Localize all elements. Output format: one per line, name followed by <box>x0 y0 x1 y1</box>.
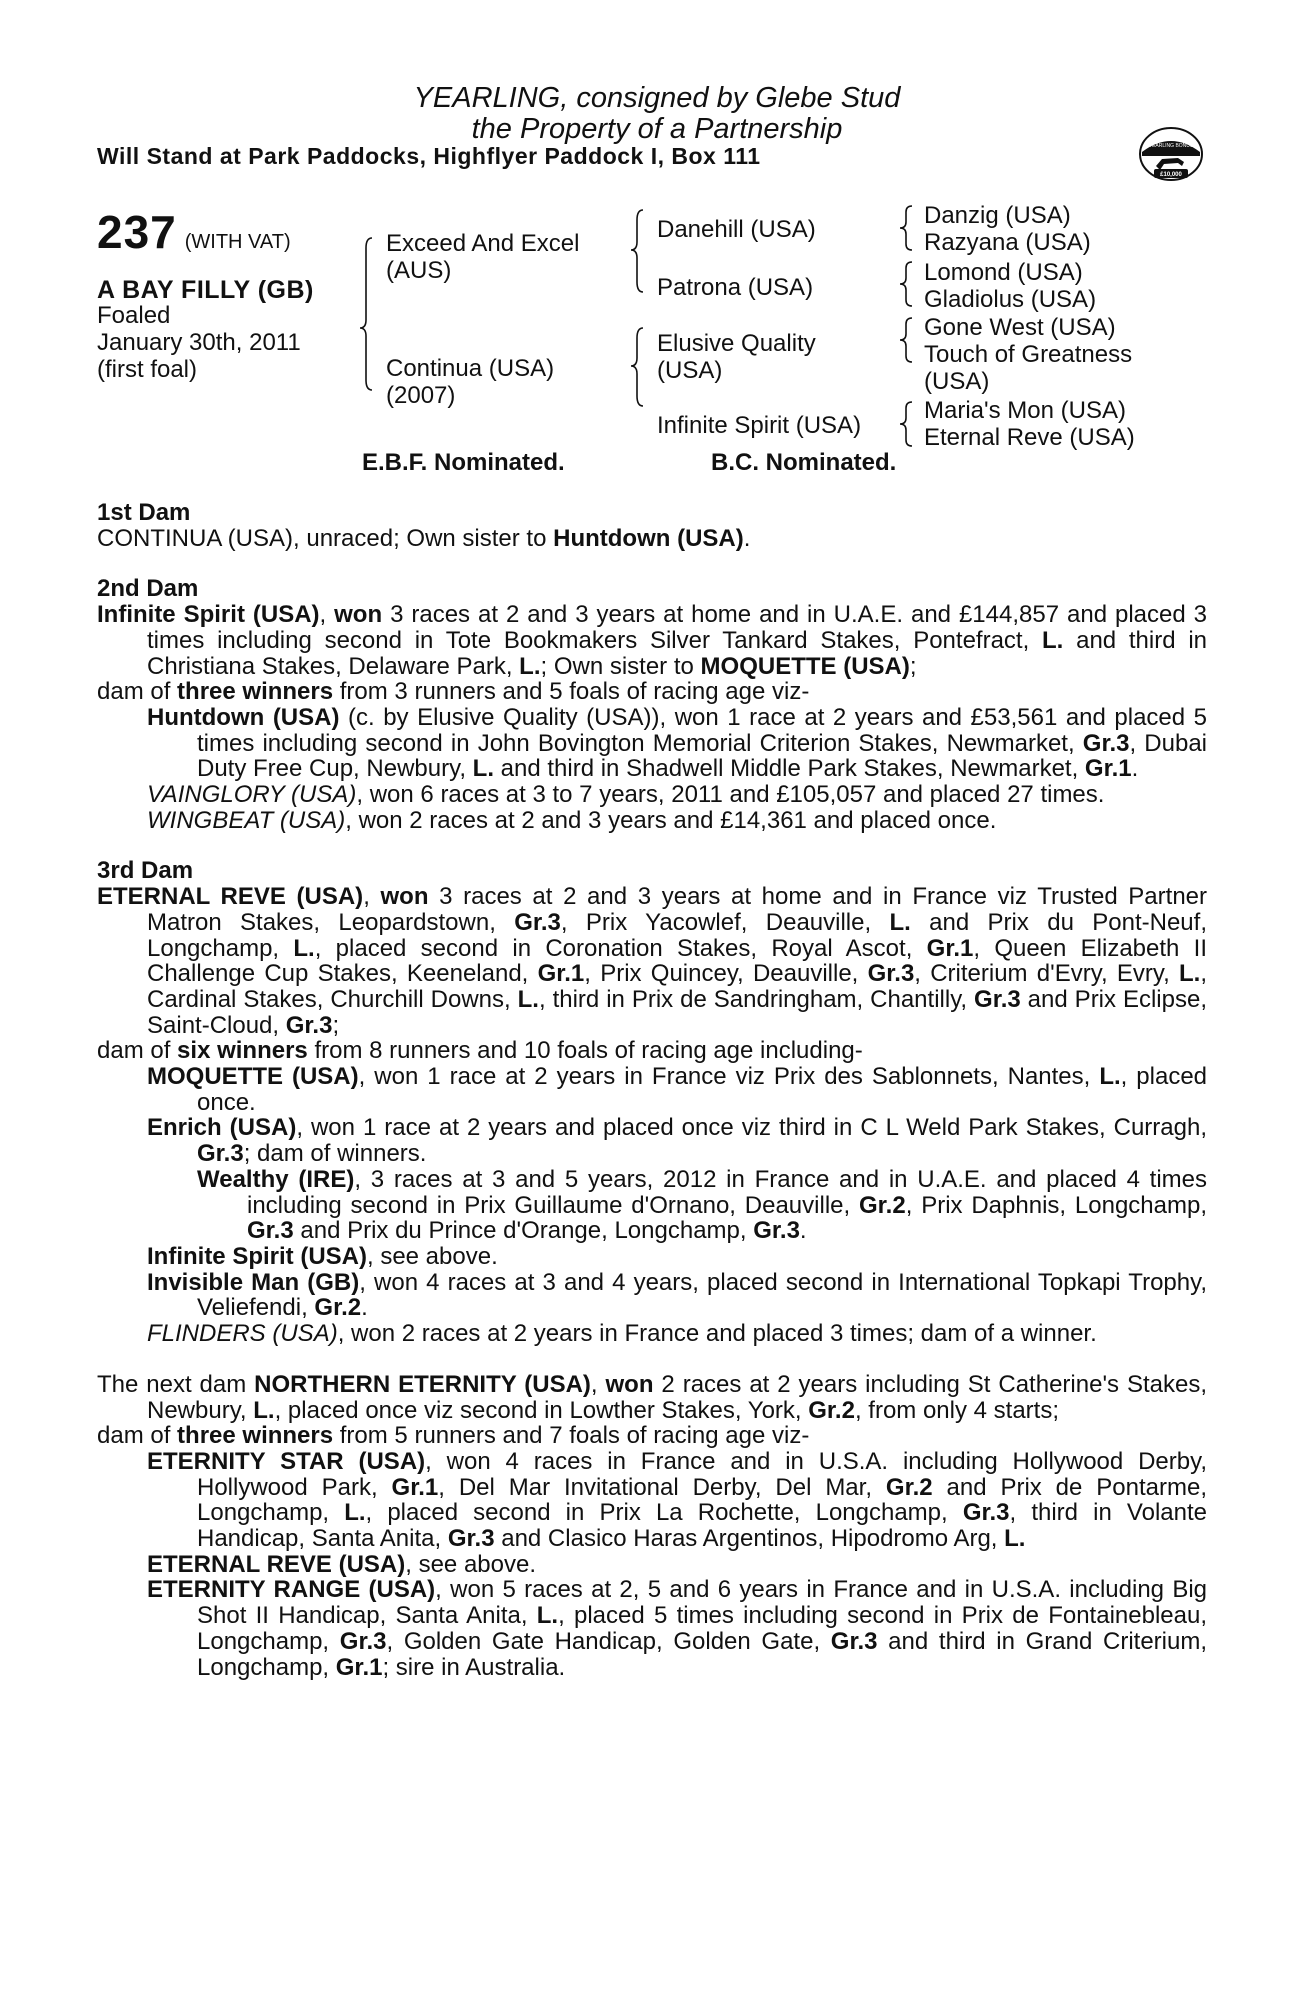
sire-sire-sire: Danzig (USA) <box>924 202 1071 229</box>
produce-wealthy: Wealthy (IRE), 3 races at 3 and 5 years, 2012 in France and in U.A.E. and placed 4 times including second in Prix Guillaume d'Ornano, Deauville, Gr.2, Prix Daphnis, Longchamp, Gr.3 and Prix du Prince d'Orange, Longchamp, Gr.3. <box>197 1165 1207 1245</box>
produce-eternity-range: ETERNITY RANGE (USA), won 5 races at 2, 5 and 6 years in France and in U.S.A. including Big Shot II Handicap, Santa Anita, L., placed 5 times including second in Prix de Fontainebleau, Longchamp, Gr.3, Golden Gate Handicap, Golden Gate, Gr.3 and third in Grand Criterium, Longchamp, Gr.1; sire in Australia. <box>147 1576 1208 1681</box>
foal-note: (first foal) <box>97 356 198 383</box>
third-dam-heading: 3rd Dam <box>97 857 194 885</box>
second-dam-heading: 2nd Dam <box>97 575 199 603</box>
foaled-label: Foaled <box>97 302 171 329</box>
dam-sire-suffix: (USA) <box>657 357 723 384</box>
produce-eternal-reve: ETERNAL REVE (USA), see above. <box>147 1550 537 1578</box>
second-dam-entry: Infinite Spirit (USA), won 3 races at 2 and 3 years at home and in U.A.E. and £144,857 and placed 3 times including second in Tote Bookmakers Silver Tankard Stakes, Pontefract, L. and third in Christiana Stakes, Delaware Park, L.; Own sister to MOQUETTE (USA); <box>97 601 1207 680</box>
dam-sire-dam: Touch of Greatness <box>924 341 1133 368</box>
produce-flinders: FLINDERS (USA), won 2 races at 2 years in France and placed 3 times; dam of a winner. <box>147 1320 1097 1348</box>
produce-enrich: Enrich (USA), won 1 race at 2 years and placed once viz third in C L Weld Park Stakes, Curragh, Gr.3; dam of winners. <box>147 1114 1208 1168</box>
produce-moquette: MOQUETTE (USA), won 1 race at 2 years in France viz Prix des Sablonnets, Nantes, L., placed once. <box>147 1063 1208 1116</box>
property-line: the Property of a Partnership <box>471 113 843 145</box>
badge-top-text: RACING POST <box>1153 136 1189 142</box>
lot-title: A BAY FILLY (GB) <box>97 276 314 304</box>
dam: Continua (USA) <box>386 355 555 382</box>
dam-sire: Elusive Quality <box>657 330 816 357</box>
produce-infinite-spirit: Infinite Spirit (USA), see above. <box>147 1242 498 1270</box>
dam-sire-sire: Gone West (USA) <box>924 314 1116 341</box>
sire-sire: Danehill (USA) <box>657 216 816 243</box>
foaled-date: January 30th, 2011 <box>97 329 301 356</box>
dam-sire-dam-suffix: (USA) <box>924 368 990 395</box>
badge-amount-text: £10,000 <box>1160 172 1182 178</box>
second-dam-produce-summary: dam of three winners from 3 runners and 5 foals of racing age viz- <box>97 678 810 706</box>
sire-sire-dam: Razyana (USA) <box>924 229 1091 256</box>
dam-dam-dam: Eternal Reve (USA) <box>924 424 1135 451</box>
next-dam-entry: The next dam NORTHERN ETERNITY (USA), won 2 races at 2 years including St Catherine's Stakes, Newbury, L., placed once viz second in Lowther Stakes, York, Gr.2, from only 4 starts; <box>97 1370 1207 1424</box>
ebf-nomination: E.B.F. Nominated. <box>362 449 565 476</box>
sire-suffix: (AUS) <box>386 257 452 284</box>
produce-eternity-star: ETERNITY STAR (USA), won 4 races in France and in U.S.A. including Hollywood Derby, Hollywood Park, Gr.1, Del Mar Invitational Derby, Del Mar, Gr.2 and Prix de Pontarme, Longchamp, L., placed second in Prix La Rochette, Longchamp, Gr.3, third in Volante Handicap, Santa Anita, Gr.3 and Clasico Haras Argentinos, Hipodromo Arg, L. <box>147 1447 1208 1553</box>
sire-dam-dam: Gladiolus (USA) <box>924 286 1097 313</box>
sire-dam: Patrona (USA) <box>657 274 814 301</box>
next-dam-produce-summary: dam of three winners from 5 runners and 7 foals of racing age viz- <box>97 1422 810 1450</box>
dam-dam-sire: Maria's Mon (USA) <box>924 397 1126 424</box>
bc-nomination: B.C. Nominated. <box>711 449 897 476</box>
dam-dam: Infinite Spirit (USA) <box>657 412 862 439</box>
lot-number: 237 <box>97 206 177 258</box>
first-dam-heading: 1st Dam <box>97 499 191 526</box>
third-dam-entry: ETERNAL REVE (USA), won 3 races at 2 and 3 years at home and in France viz Trusted Partner Matron Stakes, Leopardstown, Gr.3, Prix Yacowlef, Deauville, L. and Prix du Pont-Neuf, Longchamp, L., placed second in Coronation Stakes, Royal Ascot, Gr.1, Queen Elizabeth II Challenge Cup Stakes, Keeneland, Gr.1, Prix Quincey, Deauville, Gr.3, Criterium d'Evry, Evry, L., Cardinal Stakes, Churchill Downs, L., third in Prix de Sandringham, Chantilly, Gr.3 and Prix Eclipse, Saint-Cloud, Gr.3; <box>97 883 1208 1039</box>
produce-huntdown: Huntdown (USA) (c. by Elusive Quality (USA)), won 1 race at 2 years and £53,561 and placed 5 times including second in John Bovington Memorial Criterion Stakes, Newmarket, Gr.3, Dubai Duty Free Cup, Newbury, L. and third in Shadwell Middle Park Stakes, Newmarket, Gr.1. <box>147 703 1207 783</box>
sire-dam-sire: Lomond (USA) <box>924 259 1083 286</box>
consignment-line: YEARLING, consigned by Glebe Stud <box>413 82 901 114</box>
produce-invisible-man: Invisible Man (GB), won 4 races at 3 and 4 years, placed second in International Topkapi Trophy, Veliefendi, Gr.2. <box>147 1268 1207 1322</box>
stand-location: Will Stand at Park Paddocks, Highflyer Paddock I, Box 111 <box>97 143 761 169</box>
vat-note: (WITH VAT) <box>184 231 291 253</box>
produce-vainglory: VAINGLORY (USA), won 6 races at 3 to 7 years, 2011 and £105,057 and placed 27 times. <box>147 781 1105 809</box>
third-dam-produce-summary: dam of six winners from 8 runners and 10 foals of racing age including- <box>97 1037 863 1065</box>
produce-wingbeat: WINGBEAT (USA), won 2 races at 2 and 3 years and £14,361 and placed once. <box>147 806 997 834</box>
sire: Exceed And Excel <box>386 230 580 257</box>
catalogue-body <box>97 500 1207 1680</box>
badge-mid-text: YEARLING BONUS <box>1148 143 1194 149</box>
first-dam-text: CONTINUA (USA), unraced; Own sister to Huntdown (USA). <box>97 524 751 552</box>
dam-year: (2007) <box>386 382 456 409</box>
